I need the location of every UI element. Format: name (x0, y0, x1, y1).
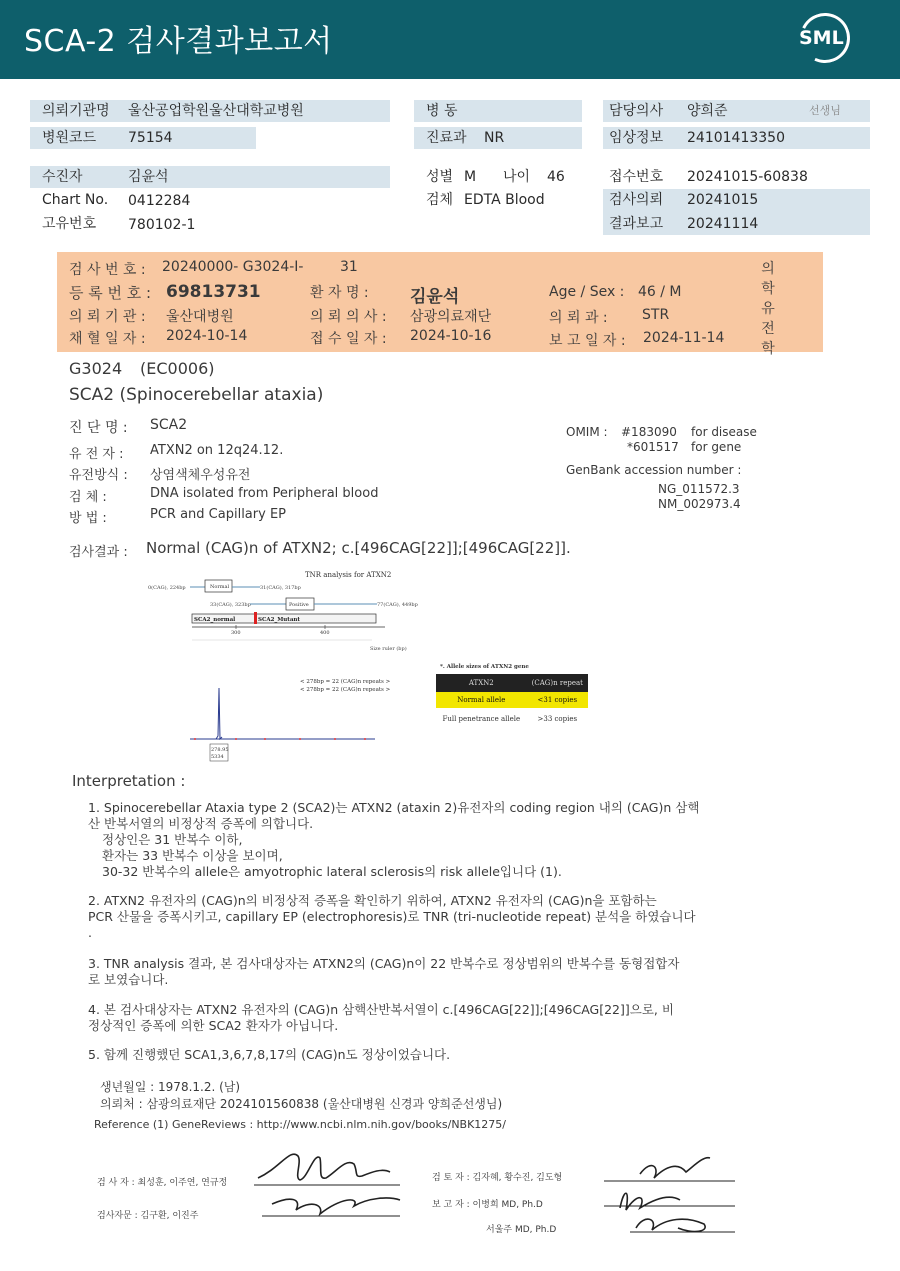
req-dept-label: 의 뢰 과 : (549, 310, 608, 326)
request-label: 검사의뢰 (609, 192, 664, 208)
institution-label: 의뢰기관명 (42, 103, 110, 119)
table-cell: Full penetrance allele (436, 708, 527, 730)
receipt-label: 접수번호 (609, 169, 664, 185)
interpretation-title: Interpretation : (72, 772, 186, 790)
sml-logo (796, 10, 856, 70)
specimen-value: EDTA Blood (464, 192, 545, 208)
table-header-cell: ATXN2 (436, 674, 527, 692)
hospital-code-value: 75154 (128, 130, 173, 146)
patient-name-label: 환 자 명 : (310, 285, 369, 301)
inherit-value: 상염색체우성유전 (150, 468, 251, 483)
diag-label: 진 단 명 : (69, 420, 128, 436)
chart-label: Chart No. (42, 192, 109, 208)
para-line: 정상인은 31 반복수 이하, (102, 832, 243, 847)
tick-400: 400 (320, 630, 330, 636)
report-label: 결과보고 (609, 216, 664, 232)
row2-box-label: Positive (289, 602, 309, 608)
interpretation-paragraph-5 (88, 1047, 748, 1063)
size-ruler-label: Size ruler (bp) (370, 646, 407, 652)
omim-disease: #183090 (621, 425, 677, 439)
tick-300: 300 (231, 630, 241, 636)
row1-right-label: 31(CAG), 317bp (260, 585, 301, 591)
vertical-char: 유 (761, 301, 775, 317)
doctor-suffix: 선생님 (809, 104, 841, 117)
doctor-label: 담당의사 (609, 103, 664, 119)
para-line: 2. ATXN2 유전자의 (CAG)n의 비정상적 증폭을 확인하기 위하여, ATXN2 유전자의 (CAG)n을 포함하는 (88, 893, 657, 908)
age-label: 나이 (503, 169, 531, 185)
test-no-label: 검 사 번 호 : (69, 262, 146, 278)
dept-value: NR (484, 130, 505, 146)
hospital-code-label: 병원코드 (42, 130, 97, 146)
table-cell: Normal allele (436, 692, 527, 708)
dept-row (414, 127, 582, 149)
table-header-row (436, 674, 588, 692)
para-line: 환자는 33 반복수 이상을 보이며, (102, 848, 283, 863)
clinical-row (603, 127, 870, 149)
reg-no-value: 69813731 (166, 282, 261, 302)
bar-normal-label: SCA2_normal (194, 617, 236, 623)
allele-size-table (436, 674, 588, 730)
tnr-diagram (140, 568, 600, 763)
request-value: 20241015 (687, 192, 759, 208)
doctor-value: 양희준 (687, 103, 728, 119)
specimen-label: 검체 (426, 192, 454, 208)
req-dept-value: STR (642, 307, 670, 323)
inst-value: 울산대병원 (166, 309, 234, 325)
collect-value: 2024-10-14 (166, 328, 248, 344)
ward-label: 병 동 (426, 103, 458, 119)
inst-label: 의 뢰 기 관 : (69, 309, 146, 325)
report-value: 20241114 (687, 216, 759, 232)
omim-gene-note: for gene (691, 440, 742, 454)
receipt-value: 20241015-60838 (687, 169, 808, 185)
reporter-line: 보 고 자 : 이병희 MD, Ph.D (432, 1200, 543, 1210)
para-line: 4. 본 검사대상자는 ATXN2 유전자의 (CAG)n 삼핵산반복서열이 c.[496CAG[22]];[496CAG[22]]으로, 비 (88, 1002, 674, 1017)
gene-label: 유 전 자 : (69, 447, 124, 462)
advisor-line: 검사자문 : 김구환, 이진주 (97, 1211, 199, 1221)
para-line: 로 보였습니다. (88, 972, 169, 987)
row1-left-label: 0(CAG), 224bp (148, 585, 186, 591)
header-bar (0, 0, 900, 79)
diag-value: SCA2 (150, 417, 188, 433)
test-no-suffix: 31 (340, 259, 358, 275)
institution-row (30, 100, 390, 122)
referrer-line: 의뢰처 : 삼광의료재단 2024101560838 (울산대병원 신경과 양희준선생님) (100, 1097, 503, 1111)
vertical-char: 학 (761, 281, 775, 297)
interpretation-paragraph-2 (88, 893, 748, 941)
req-doctor-value: 삼광의료재단 (410, 309, 492, 325)
collect-label: 채 혈 일 자 : (69, 331, 146, 347)
logo-text: SML (799, 27, 844, 49)
para-line: PCR 산물을 증폭시키고, capillary EP (electrophoresis)로 TNR (tri-nucleotide repeat) 분석을 하였습니다 (88, 909, 696, 924)
dept-label: 진료과 (426, 130, 467, 146)
interpretation-paragraph-1 (88, 800, 748, 880)
table-cell: >33 copies (527, 708, 588, 730)
allele-title: *. Allele sizes of ATXN2 gene (440, 664, 529, 670)
peak-trace (216, 688, 222, 739)
interpretation-paragraph-4 (88, 1002, 748, 1034)
agesex-value: 46 / M (638, 284, 682, 300)
test-no-value: 20240000- G3024-I- (162, 259, 304, 275)
patient-label: 수진자 (42, 169, 83, 185)
para-line: 3. TNR analysis 결과, 본 검사대상자는 ATXN2의 (CAG)n이 22 반복수로 정상범위의 반복수를 동형접합자 (88, 956, 680, 971)
receive-value: 2024-10-16 (410, 328, 492, 344)
para-line: 30-32 반복수의 allele은 amyotrophic lateral sclerosis의 risk allele입니다 (1). (102, 864, 562, 879)
tester-signature (250, 1138, 420, 1228)
omim-label: OMIM : (566, 425, 608, 439)
omim-gene: *601517 (627, 440, 679, 454)
chart-value: 0412284 (128, 193, 191, 209)
vertical-char: 의 (761, 261, 775, 277)
table-cell: <31 copies (527, 692, 588, 708)
tester-line: 검 사 자 : 최성훈, 이주연, 연규정 (97, 1178, 228, 1188)
patient-value: 김윤석 (128, 169, 169, 185)
test-code-paren: (EC0006) (140, 359, 215, 378)
hospital-code-row (30, 127, 256, 149)
row2-right-label: 77(CAG), 449bp (377, 602, 418, 608)
row1-box-label: Normal (210, 584, 230, 590)
interpretation-paragraph-3 (88, 956, 748, 988)
para-line: . (88, 925, 92, 940)
reviewer-signature (600, 1148, 740, 1238)
genbank-label: GenBank accession number : (566, 463, 742, 477)
reg-no-label: 등 록 번 호 : (69, 284, 152, 302)
gene-value: ATXN2 on 12q24.12. (150, 443, 284, 458)
divider-mark (254, 612, 257, 624)
peak-label-2: 5334 (211, 754, 224, 760)
result-value: Normal (CAG)n of ATXN2; c.[496CAG[22]];[496CAG[22]]. (146, 539, 571, 557)
clinical-label: 임상정보 (609, 130, 664, 146)
table-header-cell: (CAG)n repeat (527, 674, 588, 692)
sample-value: DNA isolated from Peripheral blood (150, 486, 379, 501)
omim-disease-note: for disease (691, 425, 757, 439)
sex-label: 성별 (426, 169, 454, 185)
vertical-char: 학 (761, 341, 775, 357)
peak-label-1: 278.95 (211, 747, 229, 753)
table-row (436, 692, 588, 708)
genbank-2: NM_002973.4 (658, 497, 741, 511)
page-title: SCA-2 검사결과보고서 (24, 24, 333, 59)
unique-value: 780102-1 (128, 217, 196, 233)
table-row (436, 708, 588, 730)
report-date-label: 보 고 일 자 : (549, 333, 626, 349)
tnr-figure (140, 568, 600, 763)
request-report-box (603, 189, 870, 235)
result-label: 검사결과 : (69, 545, 128, 560)
sex-value: M (464, 169, 477, 185)
clinical-value: 24101413350 (687, 130, 785, 146)
disease-title: SCA2 (Spinocerebellar ataxia) (69, 385, 324, 405)
genbank-1: NG_011572.3 (658, 482, 740, 496)
doctor-row (603, 100, 870, 122)
para-line: 1. Spinocerebellar Ataxia type 2 (SCA2)는 ATXN2 (ataxin 2)유전자의 coding region 내의 (CAG)n 삼핵 (88, 800, 700, 815)
peak-note-1: < 278bp = 22 (CAG)n repeats > (300, 679, 391, 685)
para-line: 산 반복서열의 비정상적 증폭에 의합니다. (88, 816, 314, 831)
ward-row (414, 100, 582, 122)
para-line: 정상적인 증폭에 의한 SCA2 환자가 아닙니다. (88, 1018, 339, 1033)
agesex-label: Age / Sex : (549, 284, 625, 300)
req-doctor-label: 의 뢰 의 사 : (310, 309, 387, 325)
bar-mutant-label: SCA2_Mutant (258, 617, 300, 623)
sample-label: 검 체 : (69, 490, 107, 505)
unique-label: 고유번호 (42, 216, 97, 232)
institution-value: 울산공업학원울산대학교병원 (128, 103, 304, 119)
test-code: G3024 (69, 359, 123, 378)
vertical-char: 전 (761, 321, 775, 337)
receive-label: 접 수 일 자 : (310, 331, 387, 347)
method-label: 방 법 : (69, 511, 107, 526)
tnr-title: TNR analysis for ATXN2 (305, 571, 392, 579)
method-value: PCR and Capillary EP (150, 507, 286, 522)
inherit-label: 유전방식 : (69, 468, 128, 483)
reviewer-line: 검 토 자 : 김자혜, 황수진, 김도형 (432, 1173, 563, 1183)
patient-row (30, 166, 390, 188)
age-value: 46 (547, 169, 565, 185)
birth-date: 생년월일 : 1978.1.2. (남) (100, 1080, 241, 1094)
peak-note-2: < 278bp = 22 (CAG)n repeats > (300, 687, 391, 693)
patient-name-value: 김윤석 (410, 287, 460, 307)
reference-line: Reference (1) GeneReviews : http://www.ncbi.nlm.nih.gov/books/NBK1275/ (94, 1118, 507, 1131)
report-date-value: 2024-11-14 (643, 330, 725, 346)
reporter2-line: 서울주 MD, Ph.D (486, 1225, 557, 1235)
row2-left-label: 33(CAG), 323bp (210, 602, 251, 608)
para-line: 5. 함께 진행했던 SCA1,3,6,7,8,17의 (CAG)n도 정상이었습니다. (88, 1047, 451, 1062)
